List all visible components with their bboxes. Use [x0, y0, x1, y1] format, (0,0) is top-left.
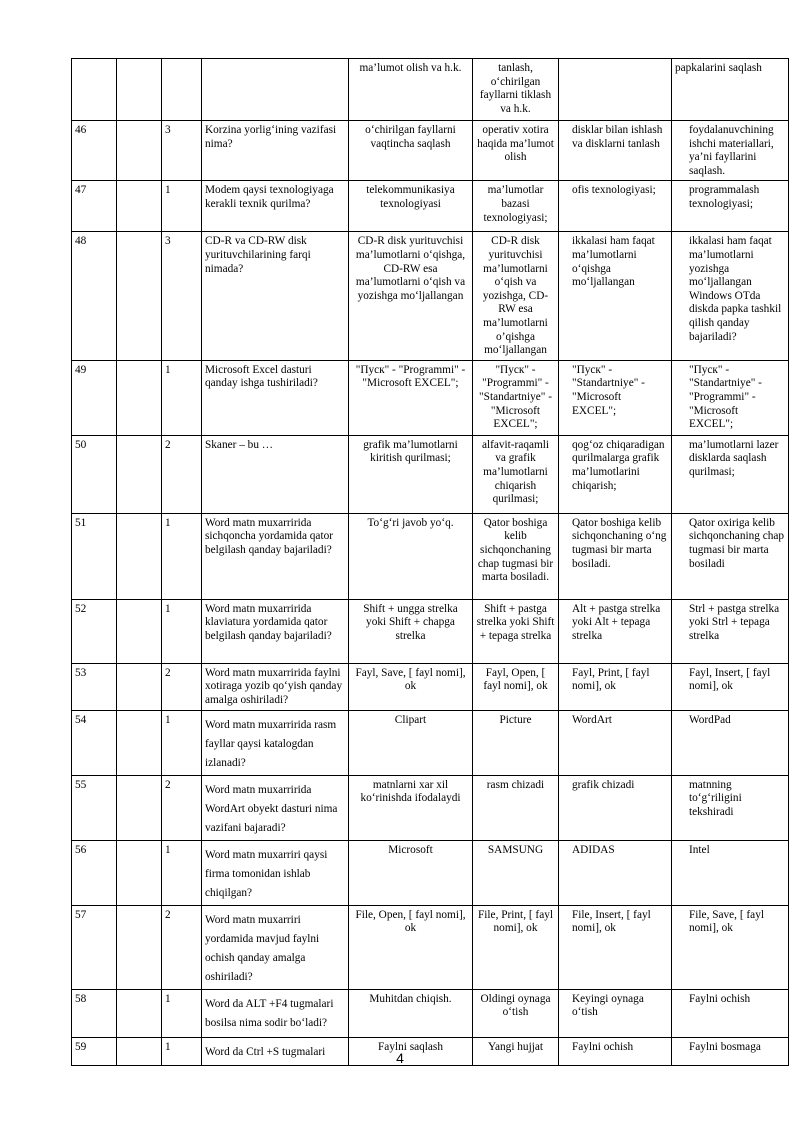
answer-d-cell [672, 513, 789, 599]
answer-a-cell: matnlarni xar xil ko‘rinishda ifodalaydi [349, 775, 473, 840]
empty-cell [117, 663, 162, 710]
answer-c-cell [559, 905, 672, 989]
answer-d-text: ma’lumotlarni lazer disklarda saqlash qurilmasi; [689, 438, 779, 478]
empty-cell [117, 435, 162, 513]
answer-c-text: qog‘oz chiqaradigan qurilmalarga grafik ma’lumotlarini chiqarish; [572, 438, 665, 492]
answer-c-cell [559, 775, 672, 840]
answer-d-text: "Пуск" - "Standartniye" - "Programmi" - "Microsoft EXCEL"; [689, 363, 762, 431]
answer-b-cell: Qator boshiga kelib sichqonchaning chap tugmasi bir marta bosiladi. [473, 513, 559, 599]
empty-cell [117, 710, 162, 775]
empty-cell [117, 989, 162, 1037]
row-number-cell: 57 [72, 905, 117, 989]
answer-d-cell: papkalarini saqlash [672, 59, 789, 121]
empty-cell [117, 59, 162, 121]
answer-c-cell [559, 710, 672, 775]
answer-c-text: Alt + pastga strelka yoki Alt + tepaga strelka [572, 602, 661, 642]
answer-d-text: Strl + pastga strelka yoki Strl + tepaga strelka [689, 602, 780, 642]
empty-cell [117, 513, 162, 599]
answer-c-cell [559, 181, 672, 232]
answer-b-cell: rasm chizadi [473, 775, 559, 840]
answer-a-cell: Muhitdan chiqish. [349, 989, 473, 1037]
answer-c-text: disklar bilan ishlash va disklarni tanlash [572, 124, 663, 150]
question-cell: Word matn muxarririda rasm fayllar qaysi katalogdan izlanadi? [202, 710, 349, 775]
question-cell: Word da ALT +F4 tugmalari bosilsa nima sodir bo‘ladi? [202, 989, 349, 1037]
answer-d-cell [672, 599, 789, 663]
answer-d-cell [672, 775, 789, 840]
answer-c-text: Keyingi oynaga o‘tish [572, 992, 644, 1019]
difficulty-cell: 1 [162, 360, 202, 435]
page-number: 4 [396, 1050, 404, 1066]
answer-d-cell [672, 181, 789, 232]
answer-c-text: Qator boshiga kelib sichqonchaning o‘ng tugmasi bir marta bosiladi. [572, 516, 667, 570]
difficulty-cell: 3 [162, 121, 202, 181]
answer-a-cell: Faylni saqlash [349, 1037, 473, 1065]
answer-c-text: grafik chizadi [572, 778, 635, 791]
row-number-cell [72, 59, 117, 121]
difficulty-cell: 1 [162, 181, 202, 232]
answer-c-cell [559, 663, 672, 710]
question-cell: Word matn muxarririda sichqoncha yordamida qator belgilash qanday bajariladi? [202, 513, 349, 599]
table-row [72, 905, 789, 989]
row-number-cell: 48 [72, 232, 117, 360]
row-number-cell: 54 [72, 710, 117, 775]
empty-cell [117, 840, 162, 905]
empty-cell [117, 599, 162, 663]
answer-a-cell: Microsoft [349, 840, 473, 905]
difficulty-cell: 2 [162, 435, 202, 513]
answer-d-cell [672, 989, 789, 1037]
empty-cell [117, 121, 162, 181]
question-cell: Word matn muxarririda faylni xotiraga yozib qo‘yish qanday amalga oshiriladi? [202, 663, 349, 710]
empty-cell [117, 181, 162, 232]
answer-c-text: ADIDAS [572, 843, 615, 856]
table-row [72, 710, 789, 775]
difficulty-cell [162, 59, 202, 121]
table-row [72, 360, 789, 435]
answer-c-text: ofis texnologiyasi; [572, 184, 656, 197]
difficulty-cell: 3 [162, 232, 202, 360]
table-row [72, 663, 789, 710]
answer-c-cell [559, 435, 672, 513]
answer-d-cell [672, 840, 789, 905]
question-cell: Word matn muxarriri qaysi firma tomonidan ishlab chiqilgan? [202, 840, 349, 905]
answer-d-cell [672, 435, 789, 513]
answer-d-text: WordPad [689, 713, 731, 726]
answer-d-cell [672, 360, 789, 435]
answer-b-cell: alfavit-raqamli va grafik ma’lumotlarni chiqarish qurilmasi; [473, 435, 559, 513]
answer-d-cell [672, 663, 789, 710]
answer-d-cell [672, 232, 789, 360]
difficulty-cell: 1 [162, 989, 202, 1037]
table-row [72, 435, 789, 513]
answer-c-cell [559, 840, 672, 905]
answer-b-cell: SAMSUNG [473, 840, 559, 905]
answer-c-cell [559, 59, 672, 121]
row-number-cell: 58 [72, 989, 117, 1037]
answer-d-text: Qator oxiriga kelib sichqonchaning chap tugmasi bir marta bosiladi [689, 516, 785, 570]
row-number-cell: 46 [72, 121, 117, 181]
table-row [72, 775, 789, 840]
question-cell: Microsoft Excel dasturi qanday ishga tushiriladi? [202, 360, 349, 435]
answer-b-cell: Oldingi oynaga o‘tish [473, 989, 559, 1037]
empty-cell [117, 232, 162, 360]
question-cell: Word da Ctrl +S tugmalari [202, 1037, 349, 1065]
answer-b-cell: Fayl, Open, [ fayl nomi], ok [473, 663, 559, 710]
row-number-cell: 53 [72, 663, 117, 710]
table-row [72, 181, 789, 232]
answer-d-cell [672, 710, 789, 775]
answer-b-cell: operativ xotira haqida ma’lumot olish [473, 121, 559, 181]
row-number-cell: 51 [72, 513, 117, 599]
answer-c-text: Fayl, Print, [ fayl nomi], ok [572, 666, 650, 693]
answer-c-text: ikkalasi ham faqat ma’lumotlarni o‘qishga mo‘ljallangan [572, 235, 655, 289]
question-cell: Word matn muxarririda klaviatura yordamida qator belgilash qanday bajariladi? [202, 599, 349, 663]
table-row [72, 513, 789, 599]
answer-b-cell: ma’lumotlar bazasi texnologiyasi; [473, 181, 559, 232]
difficulty-cell: 1 [162, 840, 202, 905]
row-number-cell: 47 [72, 181, 117, 232]
answer-a-cell: ma’lumot olish va h.k. [349, 59, 473, 121]
answer-c-cell [559, 989, 672, 1037]
answer-d-text: Faylni bosmaga [689, 1040, 761, 1053]
answer-b-cell: Yangi hujjat [473, 1037, 559, 1065]
answer-c-cell [559, 360, 672, 435]
answer-c-text: "Пуск" - "Standartniye" - "Microsoft EXCEL"; [572, 363, 645, 417]
answer-a-cell: telekommunikasiya texnologiyasi [349, 181, 473, 232]
question-cell: Word matn muxarririda WordArt obyekt dasturi nima vazifani bajaradi? [202, 775, 349, 840]
answer-d-text: File, Save, [ fayl nomi], ok [689, 908, 764, 935]
difficulty-cell: 2 [162, 775, 202, 840]
answer-b-cell: tanlash, o‘chirilgan fayllarni tiklash va h.k. [473, 59, 559, 121]
answer-c-text: File, Insert, [ fayl nomi], ok [572, 908, 651, 935]
answer-d-cell [672, 905, 789, 989]
difficulty-cell: 2 [162, 905, 202, 989]
answer-b-cell: "Пуск" - "Programmi" - "Standartniye" - "Microsoft EXCEL"; [473, 360, 559, 435]
answer-c-cell [559, 513, 672, 599]
answer-c-cell [559, 599, 672, 663]
question-cell: Skaner – bu … [202, 435, 349, 513]
table-row [72, 599, 789, 663]
answer-a-cell: Shift + ungga strelka yoki Shift + chapga strelka [349, 599, 473, 663]
table-row [72, 989, 789, 1037]
question-cell: Word matn muxarriri yordamida mavjud faylni ochish qanday amalga oshiriladi? [202, 905, 349, 989]
empty-cell [117, 360, 162, 435]
row-number-cell: 55 [72, 775, 117, 840]
answer-a-cell: To‘g‘ri javob yo‘q. [349, 513, 473, 599]
answer-b-cell: File, Print, [ fayl nomi], ok [473, 905, 559, 989]
answer-c-cell [559, 121, 672, 181]
answer-c-text: Faylni ochish [572, 1040, 634, 1053]
answer-b-cell: CD-R disk yurituvchisi ma’lumotlarni o‘qish va yozishga, CD-RW esa ma’lumotlarni o’qishga mo‘ljallangan [473, 232, 559, 360]
answer-a-cell: Fayl, Save, [ fayl nomi], ok [349, 663, 473, 710]
row-number-cell: 52 [72, 599, 117, 663]
answer-d-text: programmalash texnologiyasi; [689, 184, 760, 210]
row-number-cell: 49 [72, 360, 117, 435]
answer-d-text: Faylni ochish [689, 992, 751, 1005]
question-cell [202, 59, 349, 121]
difficulty-cell: 1 [162, 1037, 202, 1065]
row-number-cell: 50 [72, 435, 117, 513]
difficulty-cell: 1 [162, 599, 202, 663]
question-table [71, 58, 789, 1066]
empty-cell [117, 905, 162, 989]
empty-cell [117, 775, 162, 840]
question-cell: Modem qaysi texnologiyaga kerakli texnik qurilma? [202, 181, 349, 232]
answer-a-cell: CD-R disk yurituvchisi ma’lumotlarni o‘qishga, CD-RW esa ma’lumotlarni o‘qish va yozishga mo‘ljallangan [349, 232, 473, 360]
table-row [72, 840, 789, 905]
table-row [72, 232, 789, 360]
table-row [72, 121, 789, 181]
answer-a-cell: Clipart [349, 710, 473, 775]
table-row [72, 59, 789, 121]
row-number-cell: 59 [72, 1037, 117, 1065]
answer-c-cell [559, 232, 672, 360]
question-cell: Korzina yorlig‘ining vazifasi nima? [202, 121, 349, 181]
answer-d-cell [672, 121, 789, 181]
answer-a-cell: grafik ma’lumotlarni kiritish qurilmasi; [349, 435, 473, 513]
answer-c-text: WordArt [572, 713, 612, 726]
question-cell: CD-R va CD-RW disk yurituvchilarining farqi nimada? [202, 232, 349, 360]
difficulty-cell: 1 [162, 710, 202, 775]
answer-d-text: ikkalasi ham faqat ma’lumotlarni yozishga mo‘ljallangan Windows OTda diskda papka tashkil qilish qanday bajariladi? [689, 235, 782, 343]
answer-b-cell: Picture [473, 710, 559, 775]
answer-a-cell: o‘chirilgan fayllarni vaqtincha saqlash [349, 121, 473, 181]
difficulty-cell: 2 [162, 663, 202, 710]
answer-d-text: foydalanuvchining ishchi materiallari, ya’ni fayllarini saqlash. [689, 124, 774, 177]
row-number-cell: 56 [72, 840, 117, 905]
answer-d-text: matnning to‘g‘riligini tekshiradi [689, 778, 742, 818]
answer-d-text: Fayl, Insert, [ fayl nomi], ok [689, 666, 771, 693]
difficulty-cell: 1 [162, 513, 202, 599]
answer-a-cell: "Пуск" - "Programmi" - "Microsoft EXCEL"; [349, 360, 473, 435]
answer-a-cell: File, Open, [ fayl nomi], ok [349, 905, 473, 989]
answer-d-text: Intel [689, 843, 710, 856]
answer-b-cell: Shift + pastga strelka yoki Shift + tepaga strelka [473, 599, 559, 663]
